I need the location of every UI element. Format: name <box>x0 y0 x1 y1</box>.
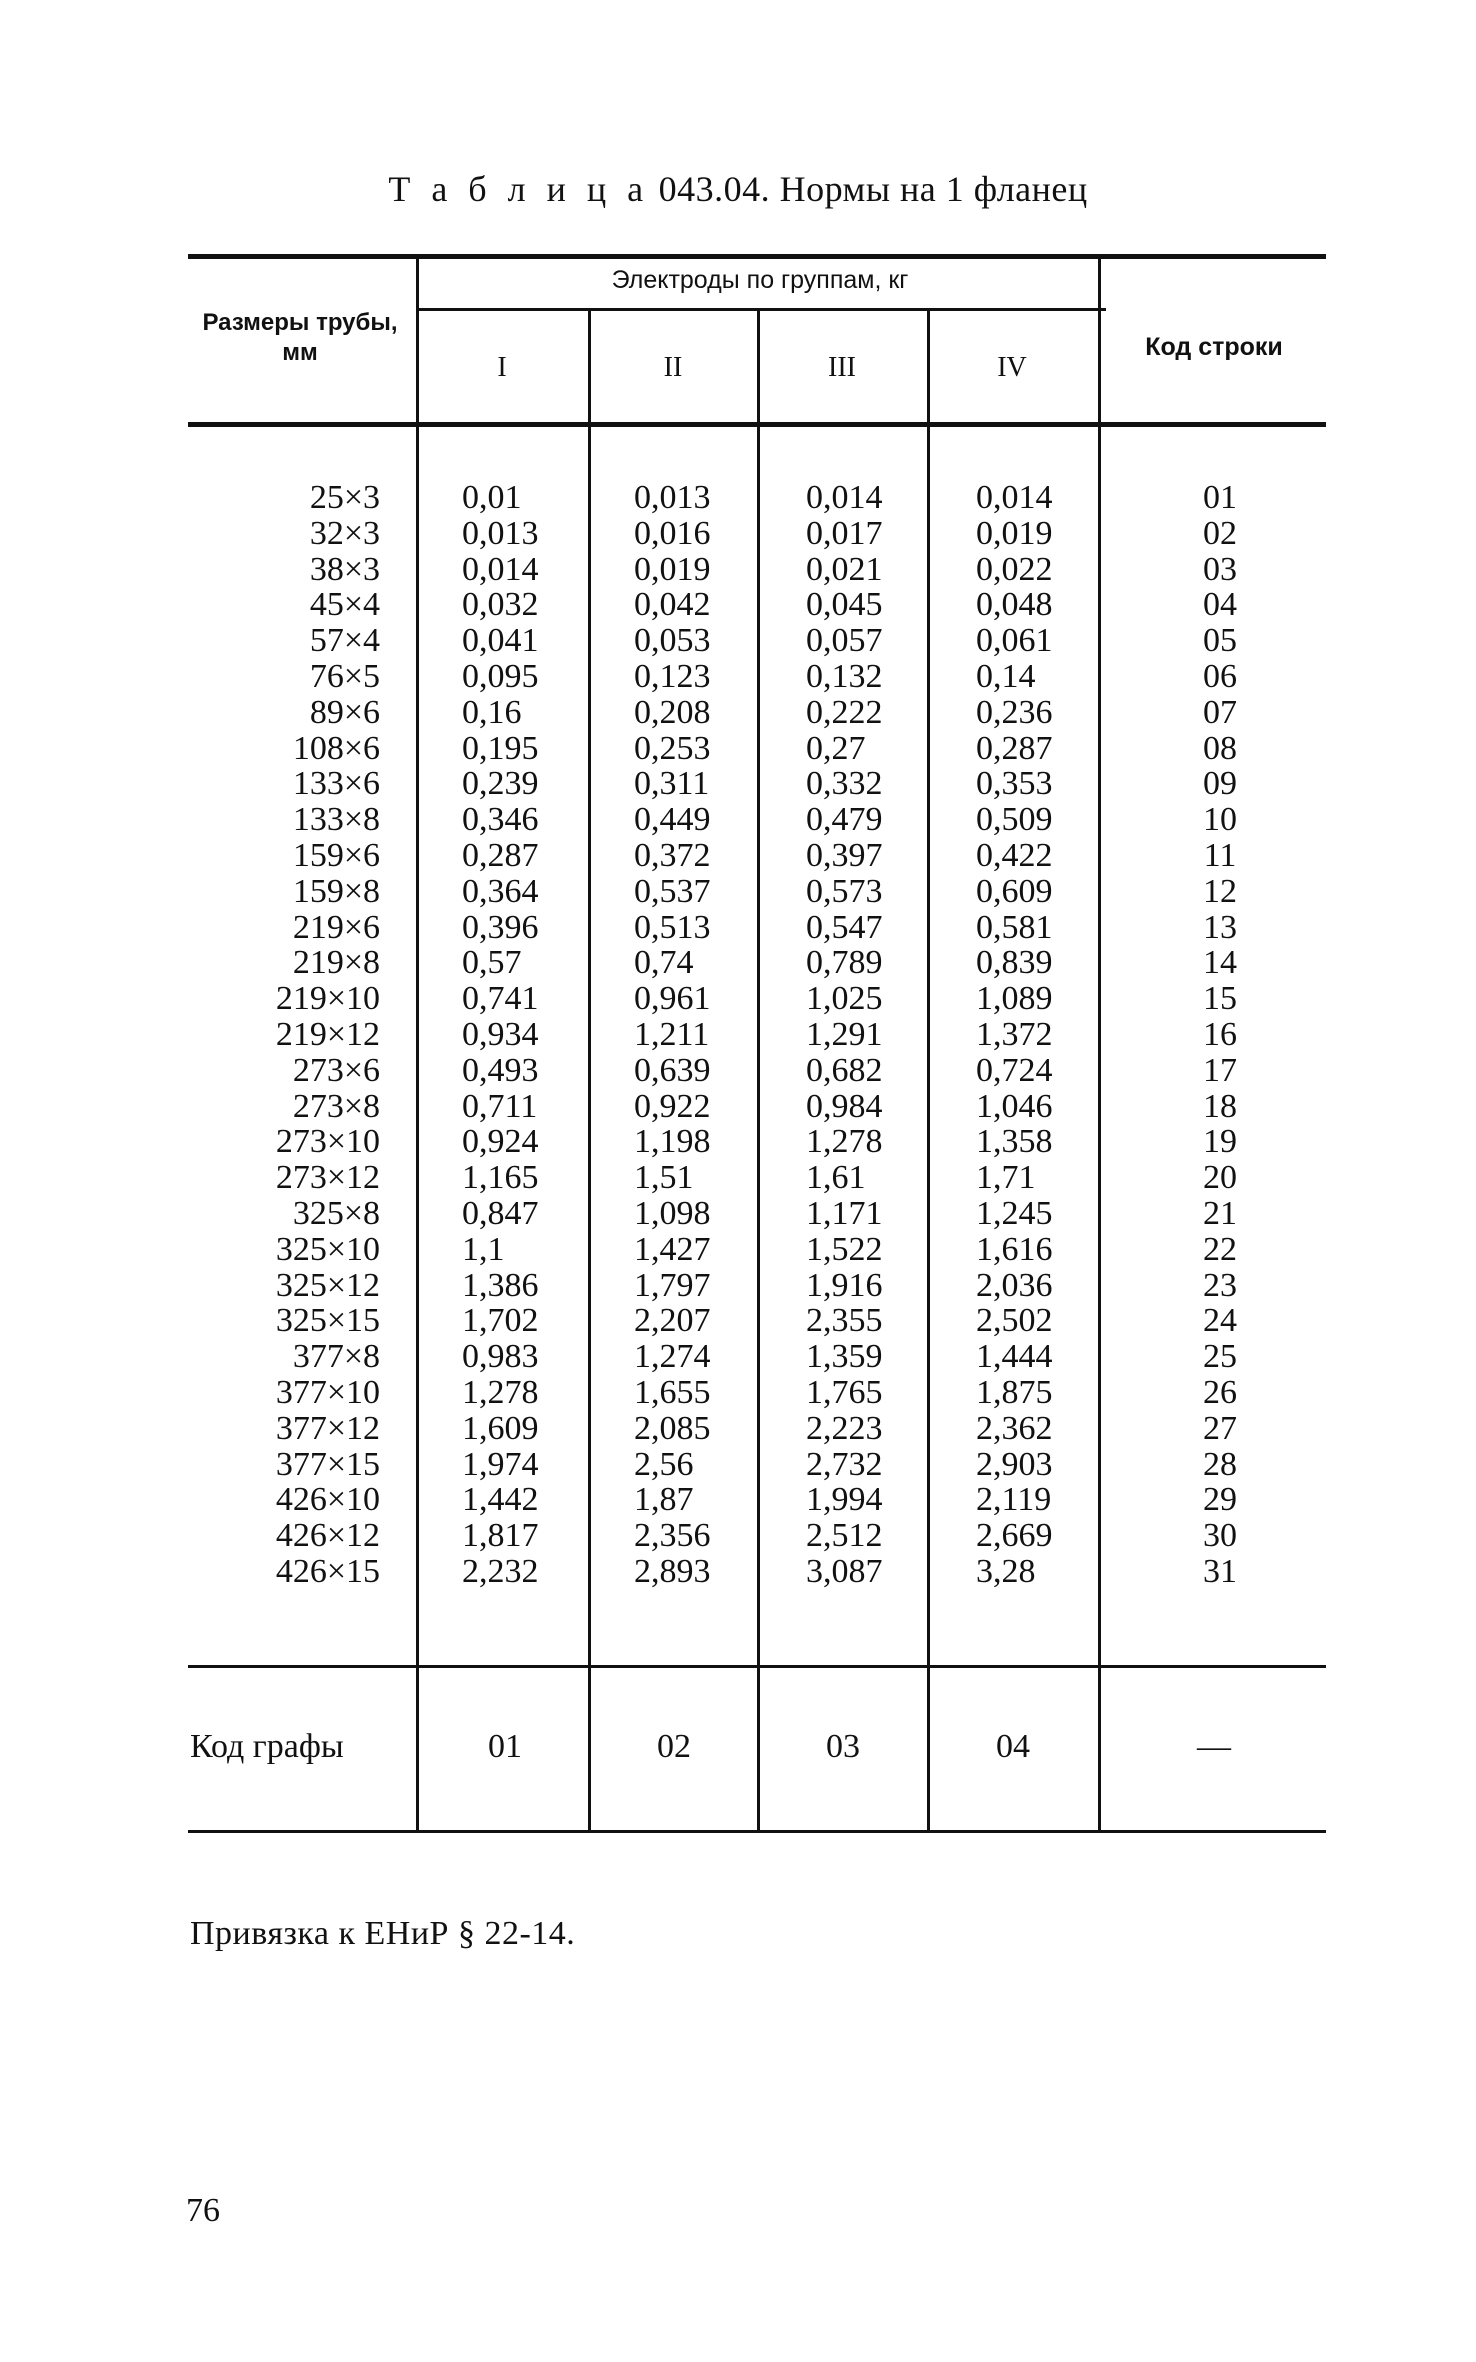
group-1-cell: 0,239 <box>462 765 539 803</box>
group-3-cell: 0,682 <box>806 1051 883 1089</box>
group-4-cell: 0,353 <box>976 765 1053 803</box>
group-header-4: IV <box>997 352 1027 383</box>
group-2-cell: 2,893 <box>634 1552 711 1590</box>
group-1-cell: 1,278 <box>462 1373 539 1411</box>
size-cell: 45×4 <box>309 586 380 624</box>
group-4-cell: 2,362 <box>976 1409 1053 1447</box>
row-code-cell: 01 <box>1203 479 1237 516</box>
size-cell: 325×10 <box>275 1230 380 1268</box>
group-4-cell: 0,509 <box>976 801 1053 839</box>
group-4-cell: 2,502 <box>976 1302 1053 1340</box>
group-1-cell: 1,609 <box>462 1409 539 1447</box>
group-3-cell: 0,045 <box>806 586 883 624</box>
row-code-cell: 15 <box>1203 980 1237 1018</box>
group-1-cell: 0,014 <box>462 550 539 588</box>
group-1-cell: 0,01 <box>462 479 522 516</box>
group-1-cell: 0,396 <box>462 908 539 946</box>
row-code-cell: 11 <box>1203 836 1237 874</box>
group-4-cell: 1,046 <box>976 1087 1053 1125</box>
group-1-cell: 0,095 <box>462 657 539 695</box>
size-cell: 426×15 <box>275 1552 380 1590</box>
column-code-4: 04 <box>996 1728 1030 1765</box>
group-4-cell: 2,119 <box>976 1481 1052 1519</box>
size-cell: 325×15 <box>275 1302 380 1340</box>
group-2-cell: 2,085 <box>634 1409 711 1447</box>
group-4-cell: 0,581 <box>976 908 1053 946</box>
row-code-cell: 13 <box>1203 908 1237 946</box>
group-3-cell: 0,222 <box>806 693 883 731</box>
group-3-cell: 3,087 <box>806 1552 883 1590</box>
group-2-cell: 0,372 <box>634 836 711 874</box>
size-cell: 219×10 <box>275 980 380 1018</box>
col-divider <box>416 259 419 422</box>
row-code-cell: 04 <box>1203 586 1237 624</box>
group-1-cell: 1,702 <box>462 1302 539 1340</box>
group-header-2: II <box>663 352 683 383</box>
col-divider <box>588 311 591 422</box>
group-2-cell: 0,961 <box>634 980 711 1018</box>
col-divider <box>757 427 760 1665</box>
row-code-cell: 17 <box>1203 1051 1237 1089</box>
group-3-cell: 1,171 <box>806 1194 883 1232</box>
size-cell: 219×8 <box>292 944 380 982</box>
group-2-cell: 1,098 <box>634 1194 711 1232</box>
group-4-cell: 1,71 <box>976 1159 1036 1197</box>
group-3-cell: 0,984 <box>806 1087 883 1125</box>
group-3-cell: 2,355 <box>806 1302 883 1340</box>
group-4-cell: 1,616 <box>976 1230 1053 1268</box>
group-2-cell: 1,87 <box>634 1481 694 1519</box>
group-4-column <box>976 480 1076 1590</box>
group-3-cell: 0,057 <box>806 622 883 660</box>
column-code-1: 01 <box>488 1728 522 1765</box>
group-2-cell: 0,513 <box>634 908 711 946</box>
size-cell: 273×12 <box>275 1159 380 1197</box>
size-cell: 76×5 <box>309 657 380 695</box>
group-1-cell: 0,57 <box>462 944 522 982</box>
group-4-cell: 0,609 <box>976 872 1053 910</box>
group-1-cell: 0,041 <box>462 622 539 660</box>
group-2-column <box>634 480 734 1590</box>
group-4-cell: 0,422 <box>976 836 1053 874</box>
group-2-cell: 1,274 <box>634 1338 711 1376</box>
size-cell: 159×6 <box>292 836 380 874</box>
column-code-3: 03 <box>826 1728 860 1765</box>
group-4-cell: 0,022 <box>976 550 1053 588</box>
row-code-cell: 26 <box>1203 1373 1237 1411</box>
group-1-cell: 0,364 <box>462 872 539 910</box>
group-4-cell: 2,903 <box>976 1445 1053 1483</box>
col-divider <box>416 1668 419 1830</box>
group-4-cell: 1,875 <box>976 1373 1053 1411</box>
row-code-column <box>1160 480 1280 1590</box>
group-4-cell: 0,839 <box>976 944 1053 982</box>
group-1-cell: 0,346 <box>462 801 539 839</box>
group-1-cell: 0,847 <box>462 1194 539 1232</box>
group-2-cell: 1,51 <box>634 1159 694 1197</box>
size-cell: 133×8 <box>292 801 380 839</box>
size-cell: 325×8 <box>292 1194 380 1232</box>
size-cell: 273×6 <box>292 1051 380 1089</box>
group-2-cell: 0,013 <box>634 479 711 516</box>
size-cell: 159×8 <box>292 872 380 910</box>
group-3-cell: 1,994 <box>806 1481 883 1519</box>
electrodes-header: Электроды по группам, кг <box>611 266 909 294</box>
group-1-cell: 0,032 <box>462 586 539 624</box>
group-1-cell: 0,741 <box>462 980 539 1018</box>
group-3-cell: 0,132 <box>806 657 883 695</box>
size-cell: 89×6 <box>309 693 380 731</box>
row-code-cell: 10 <box>1203 801 1237 839</box>
size-cell: 377×15 <box>275 1445 380 1483</box>
group-3-cell: 0,332 <box>806 765 883 803</box>
group-4-cell: 1,089 <box>976 980 1053 1018</box>
group-2-cell: 0,311 <box>634 765 710 803</box>
group-3-cell: 0,397 <box>806 836 883 874</box>
row-code-cell: 22 <box>1203 1230 1237 1268</box>
group-3-cell: 0,789 <box>806 944 883 982</box>
group-2-cell: 1,198 <box>634 1123 711 1161</box>
group-4-cell: 0,287 <box>976 729 1053 767</box>
row-code-cell: 18 <box>1203 1087 1237 1125</box>
group-4-cell: 0,014 <box>976 479 1053 516</box>
page-number: 76 <box>186 2192 220 2229</box>
col-divider <box>927 311 930 422</box>
group-3-cell: 1,025 <box>806 980 883 1018</box>
col-divider <box>1098 427 1101 1665</box>
group-2-cell: 1,211 <box>634 1015 710 1053</box>
group-1-cell: 1,165 <box>462 1159 539 1197</box>
group-1-cell: 0,16 <box>462 693 522 731</box>
row-code-cell: 31 <box>1203 1552 1237 1590</box>
col-divider <box>416 427 419 1665</box>
col-divider <box>588 427 591 1665</box>
group-4-cell: 3,28 <box>976 1552 1036 1590</box>
group-1-cell: 0,983 <box>462 1338 539 1376</box>
group-3-cell: 0,014 <box>806 479 883 516</box>
size-cell: 273×10 <box>275 1123 380 1161</box>
group-rule <box>418 308 1106 311</box>
group-2-cell: 0,449 <box>634 801 711 839</box>
row-code-cell: 27 <box>1203 1409 1237 1447</box>
group-1-cell: 2,232 <box>462 1552 539 1590</box>
size-cell: 273×8 <box>292 1087 380 1125</box>
group-4-cell: 1,444 <box>976 1338 1053 1376</box>
group-2-cell: 0,537 <box>634 872 711 910</box>
group-3-cell: 0,021 <box>806 550 883 588</box>
size-cell: 325×12 <box>275 1266 380 1304</box>
group-1-cell: 0,924 <box>462 1123 539 1161</box>
row-code-cell: 05 <box>1203 622 1237 660</box>
group-4-cell: 1,358 <box>976 1123 1053 1161</box>
size-cell: 133×6 <box>292 765 380 803</box>
row-code-cell: 25 <box>1203 1338 1237 1376</box>
group-1-cell: 1,974 <box>462 1445 539 1483</box>
size-cell: 38×3 <box>309 550 380 588</box>
group-3-cell: 2,223 <box>806 1409 883 1447</box>
group-2-cell: 0,042 <box>634 586 711 624</box>
group-2-cell: 1,797 <box>634 1266 711 1304</box>
group-4-cell: 0,236 <box>976 693 1053 731</box>
group-2-cell: 0,639 <box>634 1051 711 1089</box>
row-code-cell: 06 <box>1203 657 1237 695</box>
table-caption <box>0 168 1476 210</box>
row-code-cell: 14 <box>1203 944 1237 982</box>
size-cell: 377×8 <box>292 1338 380 1376</box>
group-2-cell: 2,56 <box>634 1445 694 1483</box>
group-4-cell: 0,14 <box>976 657 1036 695</box>
group-header-1: I <box>497 352 507 383</box>
row-code-cell: 20 <box>1203 1159 1237 1197</box>
group-3-cell: 1,278 <box>806 1123 883 1161</box>
row-code-cell: 09 <box>1203 765 1237 803</box>
group-2-cell: 0,208 <box>634 693 711 731</box>
group-2-cell: 0,253 <box>634 729 711 767</box>
group-1-cell: 0,711 <box>462 1087 538 1125</box>
row-code-cell: 28 <box>1203 1445 1237 1483</box>
group-1-cell: 1,442 <box>462 1481 539 1519</box>
col-divider <box>757 311 760 422</box>
group-3-cell: 0,479 <box>806 801 883 839</box>
group-3-cell: 0,547 <box>806 908 883 946</box>
group-3-cell: 1,765 <box>806 1373 883 1411</box>
group-3-cell: 1,61 <box>806 1159 866 1197</box>
size-cell: 57×4 <box>309 622 380 660</box>
group-4-cell: 2,036 <box>976 1266 1053 1304</box>
row-code-cell: 23 <box>1203 1266 1237 1304</box>
group-4-cell: 0,724 <box>976 1051 1053 1089</box>
group-2-cell: 0,922 <box>634 1087 711 1125</box>
group-4-cell: 2,669 <box>976 1517 1053 1555</box>
group-3-cell: 2,512 <box>806 1517 883 1555</box>
group-1-cell: 1,1 <box>462 1230 505 1268</box>
group-4-cell: 0,019 <box>976 514 1053 552</box>
size-cell: 426×12 <box>275 1517 380 1555</box>
group-2-cell: 1,655 <box>634 1373 711 1411</box>
group-1-cell: 1,386 <box>462 1266 539 1304</box>
group-3-cell: 0,27 <box>806 729 866 767</box>
group-1-cell: 0,493 <box>462 1051 539 1089</box>
group-3-cell: 0,573 <box>806 872 883 910</box>
row-code-cell: 08 <box>1203 729 1237 767</box>
row-code-cell: 21 <box>1203 1194 1237 1232</box>
group-3-cell: 1,291 <box>806 1015 883 1053</box>
group-4-cell: 0,061 <box>976 622 1053 660</box>
group-3-cell: 2,732 <box>806 1445 883 1483</box>
group-4-cell: 1,245 <box>976 1194 1053 1232</box>
group-2-cell: 0,74 <box>634 944 694 982</box>
row-code-cell: 02 <box>1203 514 1237 552</box>
group-1-cell: 0,195 <box>462 729 539 767</box>
caption-prefix: Т а б л и ц а <box>388 169 650 209</box>
column-code-dash: — <box>1197 1728 1231 1765</box>
group-2-cell: 1,427 <box>634 1230 711 1268</box>
size-cell: 377×10 <box>275 1373 380 1411</box>
col-divider <box>927 427 930 1665</box>
reference-note: Привязка к ЕНиР § 22-14. <box>190 1915 576 1952</box>
row-code-cell: 16 <box>1203 1015 1237 1053</box>
group-2-cell: 0,123 <box>634 657 711 695</box>
top-rule <box>188 254 1326 259</box>
row-code-header: Код строки <box>1145 333 1283 361</box>
group-1-cell: 0,013 <box>462 514 539 552</box>
pipe-size-column <box>230 480 380 1590</box>
row-code-cell: 07 <box>1203 693 1237 731</box>
row-code-cell: 30 <box>1203 1517 1237 1555</box>
size-cell: 219×12 <box>275 1015 380 1053</box>
group-3-cell: 0,017 <box>806 514 883 552</box>
group-1-cell: 1,817 <box>462 1517 539 1555</box>
size-cell: 108×6 <box>292 729 380 767</box>
footer-bottom-rule <box>188 1830 1326 1833</box>
group-3-column <box>806 480 906 1590</box>
size-cell: 377×12 <box>275 1409 380 1447</box>
size-cell: 32×3 <box>309 514 380 552</box>
row-code-cell: 24 <box>1203 1302 1237 1340</box>
group-1-cell: 0,934 <box>462 1015 539 1053</box>
group-3-cell: 1,359 <box>806 1338 883 1376</box>
column-code-label: Код графы <box>190 1728 344 1765</box>
row-code-cell: 19 <box>1203 1123 1237 1161</box>
group-3-cell: 1,522 <box>806 1230 883 1268</box>
group-header-3: III <box>828 352 856 383</box>
group-3-cell: 1,916 <box>806 1266 883 1304</box>
caption-text: 043.04. Нормы на 1 фланец <box>658 169 1088 209</box>
group-4-cell: 0,048 <box>976 586 1053 624</box>
group-2-cell: 0,019 <box>634 550 711 588</box>
group-2-cell: 2,356 <box>634 1517 711 1555</box>
col-divider <box>1098 1668 1101 1830</box>
column-code-2: 02 <box>657 1728 691 1765</box>
row-code-cell: 29 <box>1203 1481 1237 1519</box>
row-code-cell: 12 <box>1203 872 1237 910</box>
group-2-cell: 0,016 <box>634 514 711 552</box>
size-cell: 219×6 <box>292 908 380 946</box>
group-2-cell: 0,053 <box>634 622 711 660</box>
size-cell: 426×10 <box>275 1481 380 1519</box>
size-cell: 25×3 <box>309 479 380 516</box>
pipe-size-header: Размеры трубы, мм <box>202 309 398 366</box>
group-1-column <box>462 480 562 1590</box>
group-4-cell: 1,372 <box>976 1015 1053 1053</box>
group-1-cell: 0,287 <box>462 836 539 874</box>
group-2-cell: 2,207 <box>634 1302 711 1340</box>
row-code-cell: 03 <box>1203 550 1237 588</box>
